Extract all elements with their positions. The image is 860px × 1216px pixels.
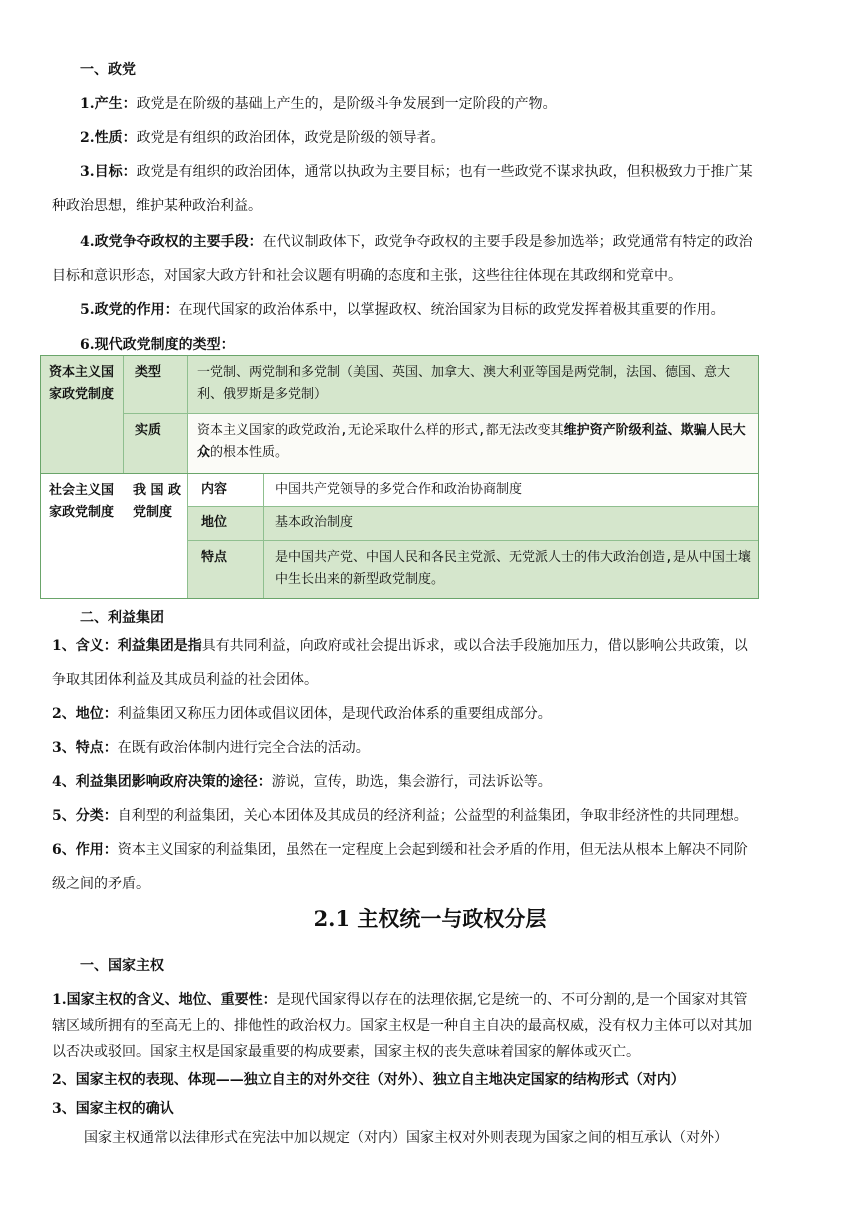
text: 利益集团又称压力团体或倡议团体，是现代政治体系的重要组成部分。	[117, 706, 552, 722]
paragraph-channels	[52, 772, 812, 792]
paragraph-status	[52, 704, 812, 724]
chapter-title: 2.1 主权统一与政权分层	[313, 906, 547, 931]
text: 政党是有组织的政治团体，通常以执政为主要目标；也有一些政党不谋求执政，但积极致力于推广某	[136, 164, 753, 180]
divider	[123, 356, 124, 473]
paragraph-function-cont: 级之间的矛盾。	[52, 876, 150, 892]
divider	[187, 506, 758, 507]
feature-text: 是中国共产党、中国人民和各民主党派、无党派人士的伟大政治创造,是从中国土壤中生长出来的新型政党制度。	[275, 550, 751, 587]
divider	[123, 413, 758, 414]
paragraph-sovereignty-cont2: 以否决或驳回。国家主权是国家最重要的构成要素，国家主权的丧失意味着国家的解体或灭亡。	[52, 1044, 640, 1060]
label: 4.政党争夺政权的主要手段：	[80, 234, 263, 250]
type-label: 类型	[135, 365, 162, 380]
text: 资本主义国家的利益集团，虽然在一定程度上会起到缓和社会矛盾的作用，但无法从根本上解决不同阶	[117, 842, 748, 858]
essence-label: 实质	[135, 423, 162, 438]
divider	[187, 540, 758, 541]
text: 游说，宣传，助选，集会游行，司法诉讼等。	[271, 774, 552, 790]
paragraph-goal	[80, 162, 810, 182]
paragraph-function	[52, 840, 812, 860]
text: 具有共同利益，向政府或社会提出诉求，或以合法手段施加压力，借以影响公共政策，以	[201, 638, 748, 654]
paragraph-meaning-cont: 争取其团体利益及其成员利益的社会团体。	[52, 672, 318, 688]
label: 3.目标：	[80, 164, 137, 180]
capitalist-label: 资本主义国家政党制度	[49, 365, 115, 402]
paragraph-types: 6.现代政党制度的类型：	[80, 337, 235, 353]
paragraph-meaning	[52, 636, 812, 656]
paragraph-sovereignty-confirmation: 3、国家主权的确认	[52, 1101, 174, 1117]
content-text: 中国共产党领导的多党合作和政治协商制度	[275, 482, 523, 497]
paragraph-goal-cont: 种政治思想，维护某种政治利益。	[52, 198, 262, 214]
china-label: 我国政党制度	[133, 483, 181, 520]
paragraph-nature	[80, 128, 810, 148]
paragraph-sovereignty-meaning	[52, 990, 812, 1010]
position-text: 基本政治制度	[275, 515, 354, 530]
label: 6、作用：	[52, 842, 118, 858]
text: 资本主义国家的政党政治,无论采取什么样的形式,都无法改变其	[197, 423, 564, 438]
text: 在代议制政体下，政党争夺政权的主要手段是参加选举；政党通常有特定的政治	[262, 234, 753, 250]
essence-text	[197, 420, 753, 464]
text: 政党是有组织的政治团体，政党是阶级的领导者。	[136, 130, 445, 146]
text: 政党是在阶级的基础上产生的，是阶级斗争发展到一定阶段的产物。	[136, 96, 557, 112]
paragraph-sovereignty-confirmation-text: 国家主权通常以法律形式在宪法中加以规定（对内）国家主权对外则表现为国家之间的相互承认（对外）	[84, 1130, 728, 1146]
label: 1.产生：	[80, 96, 137, 112]
text: 在既有政治体制内进行完全合法的活动。	[117, 740, 370, 756]
label: 5.政党的作用：	[80, 302, 179, 318]
label: 3、特点：	[52, 740, 118, 756]
divider	[41, 473, 758, 474]
divider	[187, 356, 188, 598]
section-heading-interest-groups: 二、利益集团	[80, 610, 164, 626]
section-heading-party: 一、政党	[80, 62, 136, 78]
socialist-label: 社会主义国家政党制度	[49, 483, 115, 520]
paragraph-classification	[52, 806, 812, 826]
content-label: 内容	[201, 482, 228, 497]
label: 4、利益集团影响政府决策的途径：	[52, 774, 272, 790]
text: 在现代国家的政治体系中，以掌握政权、统治国家为目标的政党发挥着极其重要的作用。	[178, 302, 725, 318]
text: 自利型的利益集团，关心本团体及其成员的经济利益；公益型的利益集团，争取非经济性的共同理想。	[117, 808, 748, 824]
text: 的根本性质。	[210, 445, 289, 460]
paragraph-means	[80, 232, 810, 252]
paragraph-origin	[80, 94, 810, 114]
label: 1、含义：利益集团是指	[52, 638, 202, 654]
bold-text: 维护资产阶级利益、欺骗人民大众	[197, 423, 746, 460]
paragraph-sovereignty-cont1: 辖区域所拥有的至高无上的、排他性的政治权力。国家主权是一种自主自决的最高权威，没有权力主体可以对其加	[52, 1018, 752, 1034]
label: 1.国家主权的含义、地位、重要性：	[52, 992, 277, 1008]
paragraph-sovereignty-expression: 2、国家主权的表现、体现——独立自主的对外交往（对外）、独立自主地决定国家的结构形式（对内）	[52, 1072, 685, 1088]
paragraph-means-cont: 目标和意识形态，对国家大政方针和社会议题有明确的态度和主张，这些往往体现在其政纲和党章中。	[52, 268, 682, 284]
position-label: 地位	[201, 515, 228, 530]
label: 2、地位：	[52, 706, 118, 722]
label: 5、分类：	[52, 808, 118, 824]
text: 是现代国家得以存在的法理依据,它是统一的、不可分割的,是一个国家对其管	[276, 992, 748, 1008]
type-text: 一党制、两党制和多党制（美国、英国、加拿大、澳大利亚等国是两党制，法国、德国、意大利、俄罗斯是多党制）	[197, 365, 731, 402]
divider	[263, 473, 264, 598]
paragraph-role	[80, 300, 810, 320]
label: 2.性质：	[80, 130, 137, 146]
paragraph-features	[52, 738, 812, 758]
feature-label: 特点	[201, 550, 228, 565]
party-system-table	[40, 355, 759, 599]
section-heading-sovereignty: 一、国家主权	[80, 958, 164, 974]
